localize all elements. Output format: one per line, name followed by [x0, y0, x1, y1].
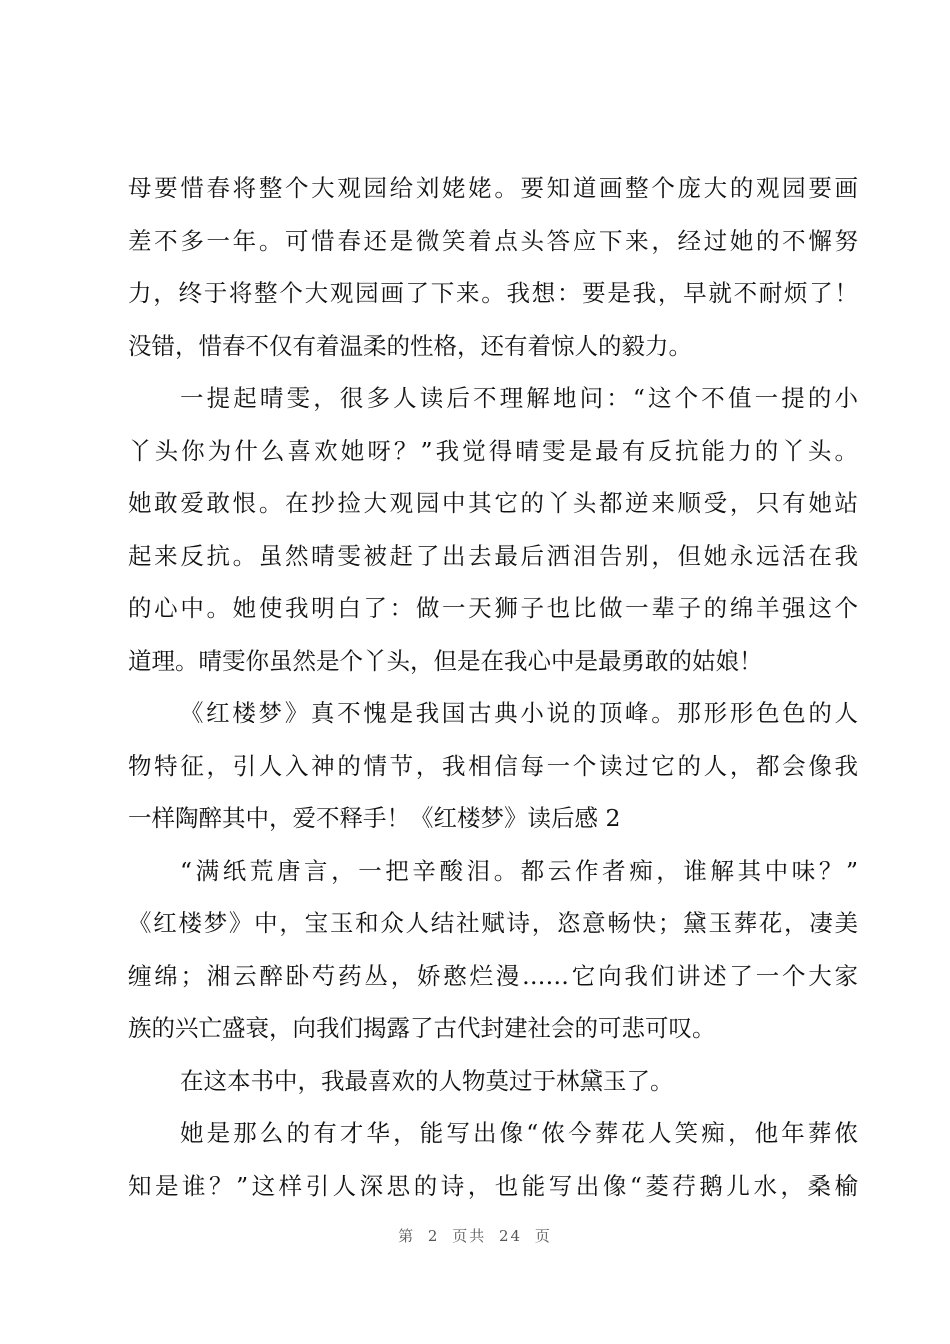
text-line: 起来反抗。虽然晴雯被赶了出去最后洒泪告别，但她永远活在我: [128, 541, 858, 570]
text-line: 差不多一年。可惜春还是微笑着点头答应下来，经过她的不懈努: [128, 226, 858, 255]
text-line: 道理。晴雯你虽然是个丫头，但是在我心中是最勇敢的姑娘！: [128, 646, 763, 675]
text-line: “满纸荒唐言，一把辛酸泪。都云作者痴，谁解其中味？”: [180, 856, 858, 885]
text-line: 力，终于将整个大观园画了下来。我想：要是我，早就不耐烦了！: [128, 279, 858, 307]
text-line: 丫头你为什么喜欢她呀？”我觉得晴雯是最有反抗能力的丫头。: [128, 436, 858, 465]
text-line: 在这本书中，我最喜欢的人物莫过于林黛玉了。: [180, 1066, 674, 1095]
text-line: 物特征，引人入神的情节，我相信每一个读过它的人，都会像我: [128, 751, 858, 780]
text-line: 知是谁？”这样引人深思的诗，也能写出像“菱荇鹅儿水，桑榆: [128, 1171, 858, 1200]
text-line: 她是那么的有才华，能写出像“侬今葬花人笑痴，他年葬侬: [180, 1119, 858, 1147]
text-line: 的心中。她使我明白了：做一天狮子也比做一辈子的绵羊强这个: [128, 594, 858, 622]
text-line: 缠绵；湘云醉卧芍药丛，娇憨烂漫……它向我们讲述了一个大家: [128, 961, 858, 990]
text-line: 母要惜春将整个大观园给刘姥姥。要知道画整个庞大的观园要画: [128, 174, 858, 202]
body-text: [128, 162, 858, 1212]
text-line: 族的兴亡盛衰，向我们揭露了古代封建社会的可悲可叹。: [128, 1014, 716, 1042]
text-line: 一样陶醉其中，爱不释手！《红楼梦》读后感 2: [128, 804, 621, 832]
text-line: 《红楼梦》真不愧是我国古典小说的顶峰。那形形色色的人: [180, 699, 858, 727]
text-line: 一提起晴雯，很多人读后不理解地问：“这个不值一提的小: [180, 384, 858, 412]
page-number-footer: 第 2 页共 24 页: [398, 1227, 552, 1245]
text-line: 她敢爱敢恨。在抄捡大观园中其它的丫头都逆来顺受，只有她站: [128, 489, 858, 517]
text-line: 没错，惜春不仅有着温柔的性格，还有着惊人的毅力。: [128, 331, 692, 360]
text-line: 《红楼梦》中，宝玉和众人结社赋诗，恣意畅快；黛玉葬花，凄美: [128, 909, 858, 937]
